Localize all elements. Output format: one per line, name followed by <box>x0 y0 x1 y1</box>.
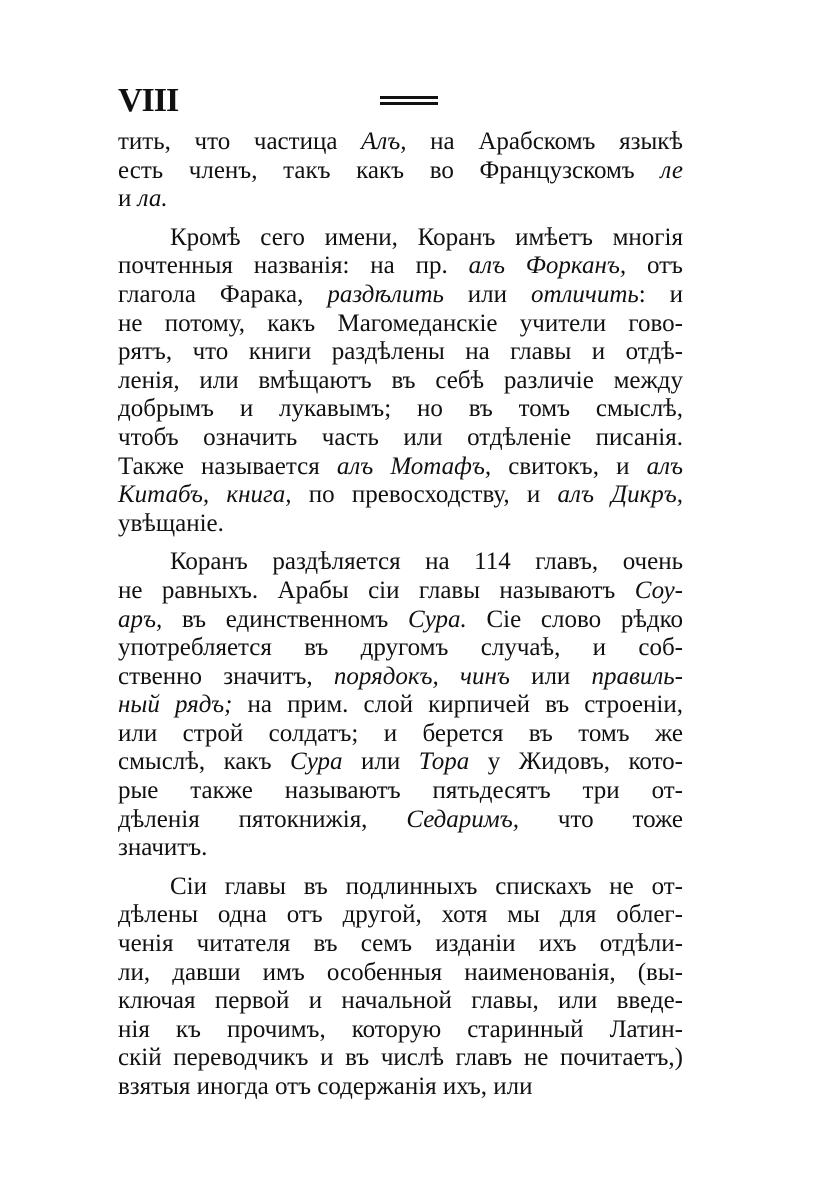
italic-term: правиль- <box>591 662 684 690</box>
text-run: или <box>342 748 419 776</box>
text-run: глагола Фарака, <box>118 280 328 308</box>
rule-line <box>380 102 438 105</box>
text-line <box>118 577 683 606</box>
text-run: тить, что частица <box>118 128 362 155</box>
text-run: отъ <box>626 252 683 280</box>
text-run: употребляется въ другомъ случаѣ, и соб- <box>118 634 683 662</box>
text-run: или <box>509 662 592 690</box>
italic-term: алъ Мотафъ, <box>336 452 492 480</box>
text-line <box>118 720 683 749</box>
text-line <box>118 901 683 930</box>
paragraph <box>118 128 683 214</box>
text-line <box>118 252 683 281</box>
italic-term: алъ <box>646 452 683 480</box>
text-line <box>118 748 683 777</box>
italic-term: алъ Дикръ, <box>557 481 684 509</box>
text-run: по превосходству, и <box>291 481 558 509</box>
italic-term: ный рядъ; <box>118 691 233 719</box>
text-line <box>118 338 683 367</box>
text-run: есть членъ, такъ какъ во Французскомъ <box>118 156 661 184</box>
text-run: значитъ. <box>118 834 208 862</box>
text-run: ленія, или вмѣщаютъ въ себѣ различіе между <box>118 366 683 394</box>
text-line <box>118 281 683 310</box>
header-double-rule <box>380 96 438 108</box>
italic-term: отличить <box>530 280 639 308</box>
text-line <box>118 367 683 396</box>
italic-term: Тора <box>418 748 470 776</box>
text-line <box>118 157 683 186</box>
text-line <box>118 224 683 253</box>
text-run: или <box>443 280 531 308</box>
text-run: у Жидовъ, кото- <box>469 748 684 776</box>
text-line <box>118 1044 683 1073</box>
italic-term: Соу- <box>634 576 683 604</box>
text-line <box>118 959 683 988</box>
paragraph <box>118 873 683 1102</box>
text-line <box>118 128 683 157</box>
text-line <box>118 510 683 539</box>
text-run: рятъ, что книги раздѣлены на главы и отдѣ- <box>118 338 683 366</box>
text-run: скій переводчикъ и въ числѣ главъ не почитаетъ,) <box>118 1044 683 1072</box>
text-run: взятыя иногда отъ содержанія ихъ, или <box>118 1073 533 1100</box>
text-run: ченія читателя въ семъ изданіи ихъ отдѣли- <box>118 930 683 958</box>
rule-line <box>380 96 438 99</box>
text-run: ключая первой и начальной главы, или введе- <box>118 987 683 1015</box>
italic-term: Сура. <box>408 605 467 633</box>
text-run: не потому, какъ Магомеданскіе учители гово- <box>118 309 683 337</box>
text-run: Сіи главы въ подлинныхъ спискахъ не от- <box>170 872 683 900</box>
text-line <box>118 424 683 453</box>
text-run: не равныхъ. Арабы сіи главы называютъ <box>118 576 635 604</box>
text-run: рые также называютъ пятьдесятъ три от- <box>118 777 683 805</box>
text-run: нія къ прочимъ, которую старинный Латин- <box>118 1015 683 1043</box>
italic-term: алъ Форканъ, <box>468 252 627 280</box>
text-run: смыслѣ, какъ <box>118 748 291 776</box>
text-run: добрымъ и лукавымъ; но въ томъ смыслѣ, <box>118 395 683 423</box>
text-run: на Арабскомъ языкѣ <box>406 128 683 155</box>
text-line <box>118 310 683 339</box>
text-line <box>118 185 683 214</box>
text-run: и <box>118 185 138 213</box>
text-line <box>118 1016 683 1045</box>
italic-term: раздѣлить <box>327 280 444 308</box>
italic-term: Сура <box>290 748 343 776</box>
text-run: свитокъ, и <box>491 452 647 480</box>
italic-term: Китабъ, книга, <box>118 481 292 509</box>
text-run: Коранъ раздѣляется на 114 главъ, очень <box>170 548 683 576</box>
text-run: въ единственномъ <box>162 605 409 633</box>
text-run: дѣленія пятокнижія, <box>118 805 407 833</box>
italic-term: Алъ, <box>361 128 407 155</box>
page-header <box>118 82 683 128</box>
italic-term: ле <box>660 156 683 184</box>
text-line <box>118 606 683 635</box>
text-line <box>118 634 683 663</box>
text-line <box>118 395 683 424</box>
text-line <box>118 481 683 510</box>
text-line <box>118 834 683 863</box>
text-run: ственно значитъ, <box>118 662 334 690</box>
text-line <box>118 691 683 720</box>
text-line <box>118 930 683 959</box>
text-run: почтенныя названія: на пр. <box>118 252 469 280</box>
text-run: Сіе слово рѣдко <box>466 605 683 633</box>
text-run: : и <box>638 280 683 308</box>
text-line <box>118 873 683 902</box>
text-run: Также называется <box>118 452 337 480</box>
text-run: дѣлены одна отъ другой, хотя мы для облег- <box>118 901 683 929</box>
text-line <box>118 777 683 806</box>
italic-term: аръ, <box>118 605 163 633</box>
text-run: или строй солдатъ; и берется въ томъ же <box>118 719 683 747</box>
text-line <box>118 987 683 1016</box>
text-line <box>118 663 683 692</box>
text-line <box>118 453 683 482</box>
paragraph-gap <box>118 863 683 873</box>
text-run: что тоже <box>519 805 683 833</box>
document-page <box>118 82 683 1102</box>
text-run: чтобъ означить часть или отдѣленіе писанія. <box>118 423 683 451</box>
paragraph-gap <box>118 538 683 548</box>
italic-term: ла. <box>137 185 168 213</box>
paragraph-gap <box>118 214 683 224</box>
body-text <box>118 128 683 1102</box>
text-run: на прим. слой кирпичей въ строеніи, <box>232 691 683 719</box>
text-run: Кромѣ сего имени, Коранъ имѣетъ многія <box>170 223 683 251</box>
page-number: VIII <box>118 82 179 119</box>
paragraph <box>118 548 683 863</box>
paragraph <box>118 224 683 539</box>
text-line <box>118 806 683 835</box>
text-run: ли, давши имъ особенныя наименованія, (вы- <box>118 958 683 986</box>
text-line <box>118 548 683 577</box>
text-run: увѣщаніе. <box>118 509 224 537</box>
italic-term: Седаримъ, <box>406 805 519 833</box>
text-line <box>118 1073 683 1102</box>
italic-term: порядокъ, чинъ <box>333 662 510 690</box>
